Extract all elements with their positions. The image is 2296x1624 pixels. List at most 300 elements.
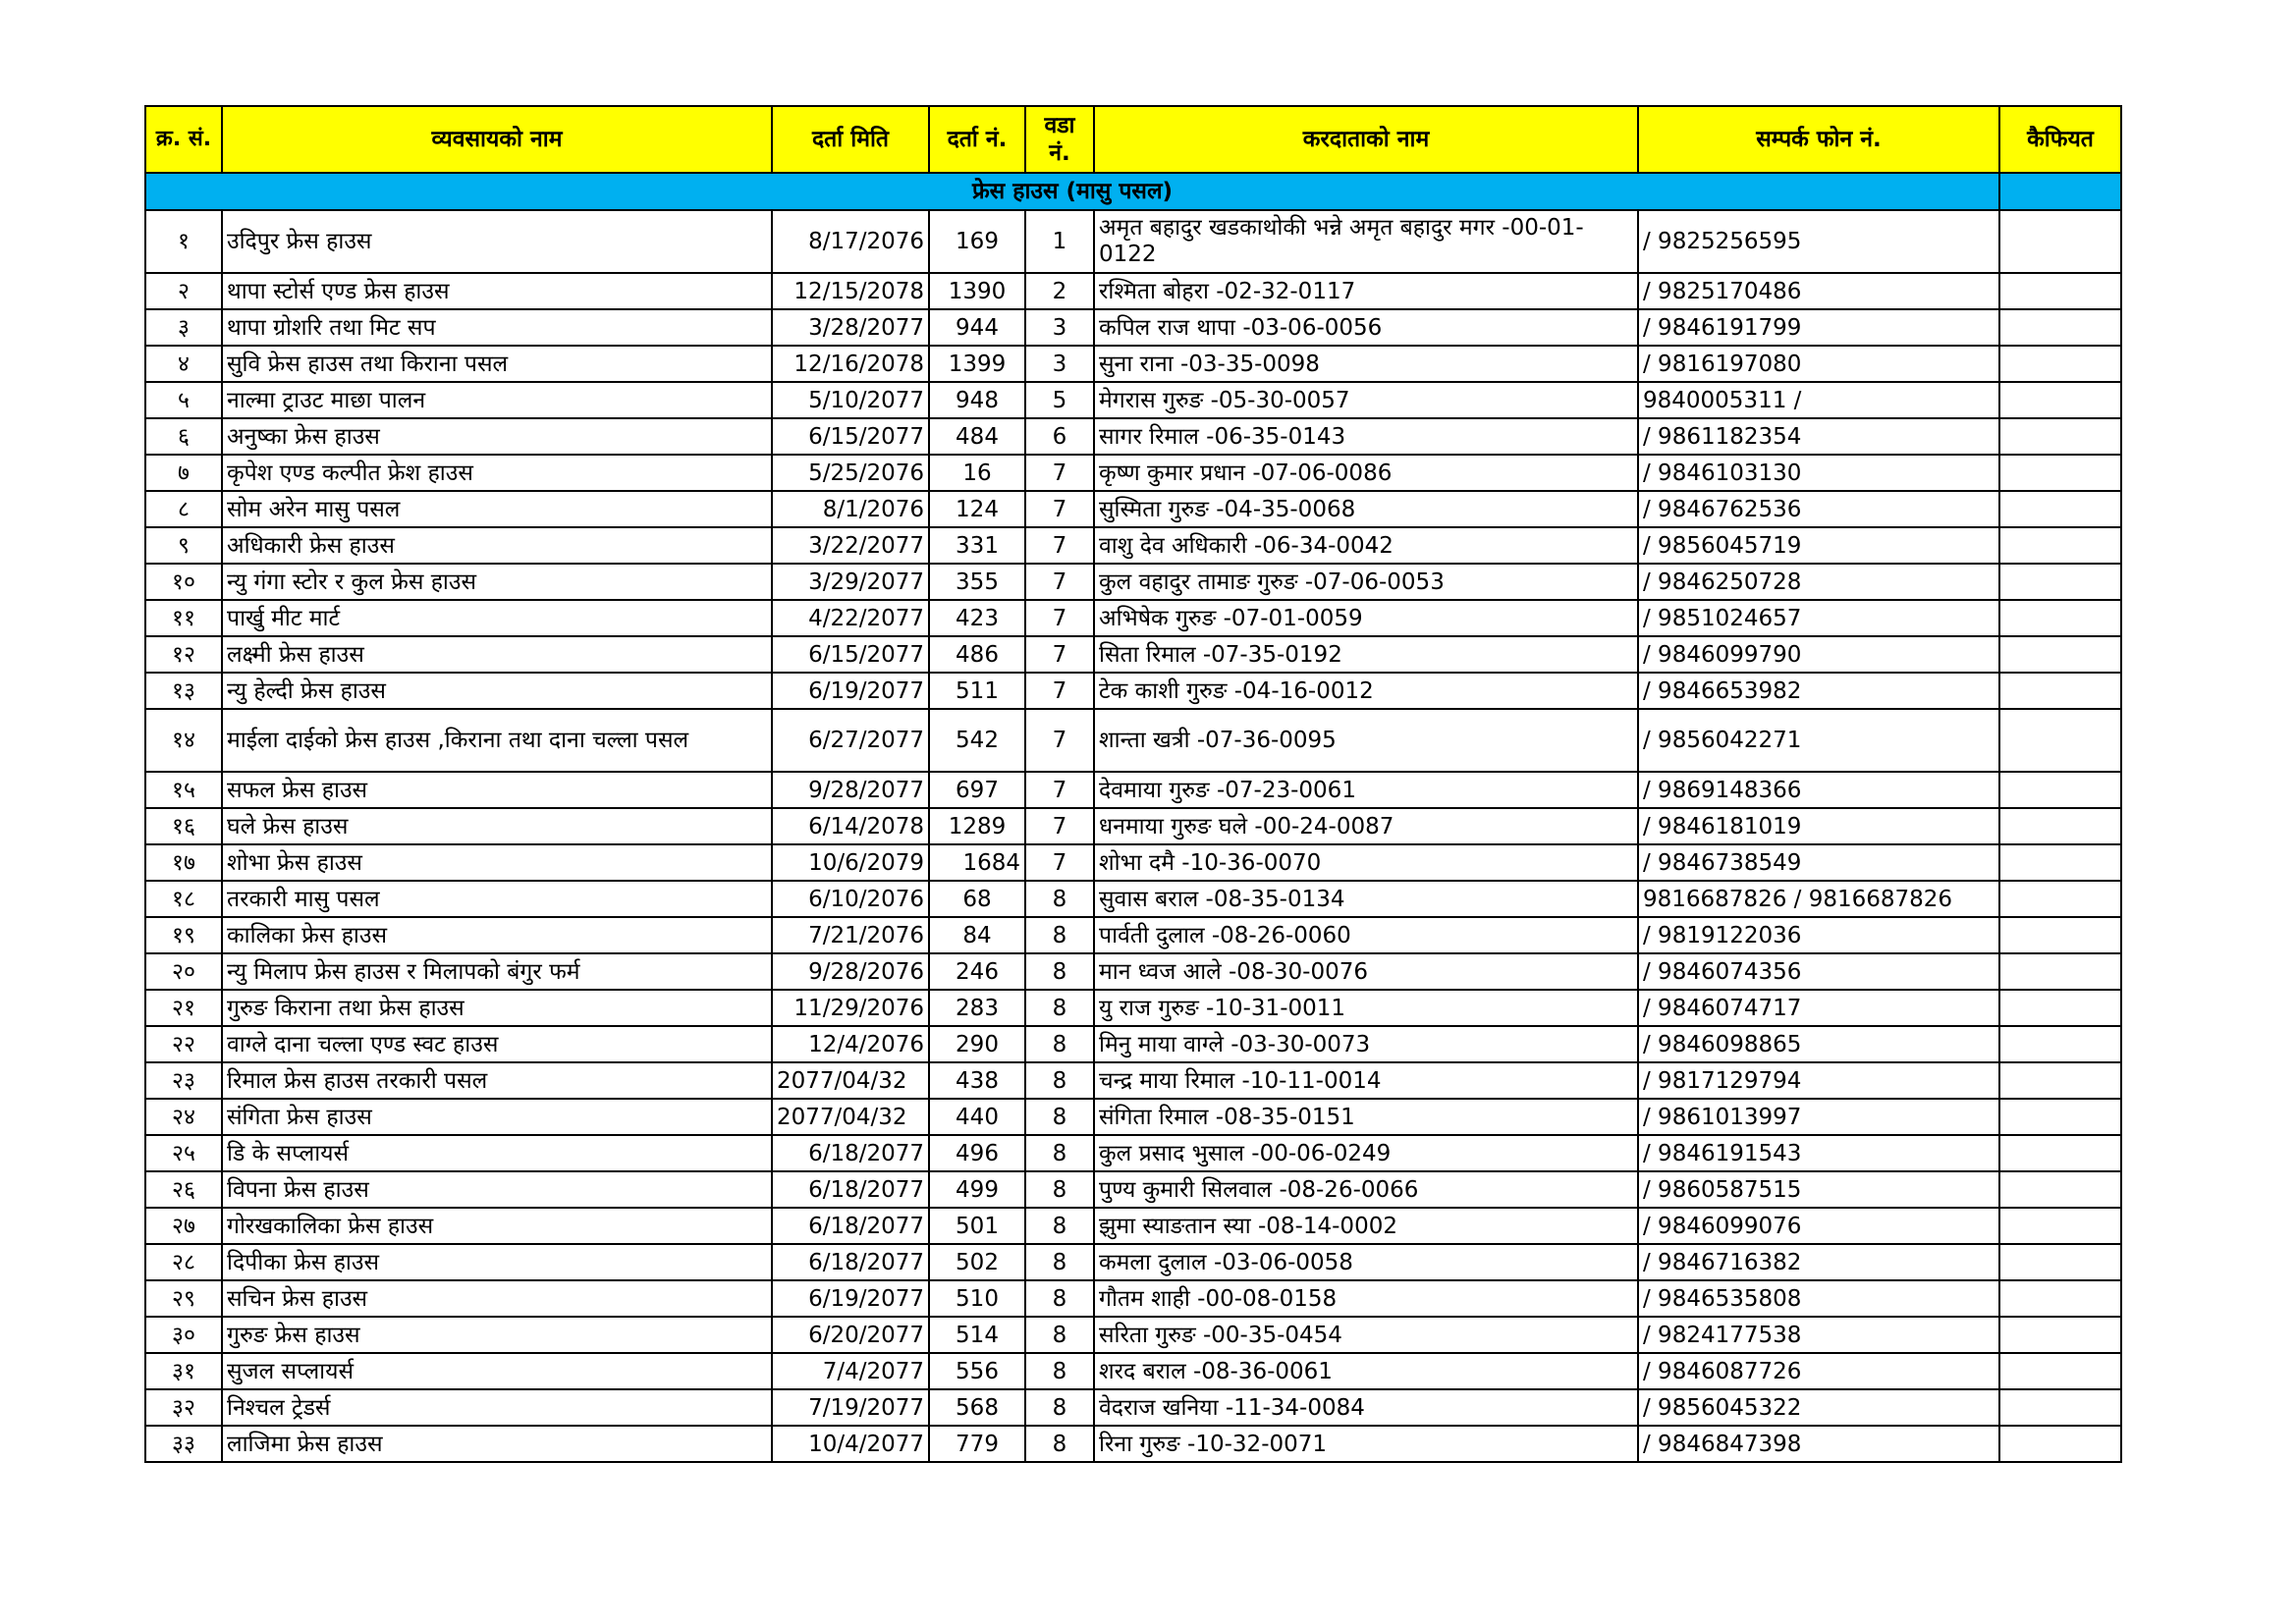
cell-taxpayer-name: संगिता रिमाल -08-35-0151 [1094, 1099, 1638, 1135]
cell-ward-number: 8 [1025, 1062, 1094, 1099]
cell-sn: १३ [145, 673, 222, 709]
cell-contact-phone: / 9846099076 [1638, 1208, 1999, 1244]
cell-ward-number: 7 [1025, 527, 1094, 564]
cell-business-name: घले फ्रेस हाउस [222, 808, 772, 844]
cell-ward-number: 7 [1025, 673, 1094, 709]
section-remarks-cell [1999, 173, 2121, 210]
cell-sn: ३२ [145, 1389, 222, 1426]
cell-taxpayer-name: रिना गुरुङ -10-32-0071 [1094, 1426, 1638, 1462]
header-registration-number: दर्ता नं. [929, 106, 1025, 173]
table-row [145, 1280, 2121, 1317]
cell-contact-phone: / 9816197080 [1638, 346, 1999, 382]
cell-contact-phone: / 9846847398 [1638, 1426, 1999, 1462]
cell-registration-date: 5/25/2076 [772, 455, 929, 491]
cell-business-name: लक्ष्मी फ्रेस हाउस [222, 636, 772, 673]
cell-remarks [1999, 709, 2121, 772]
cell-contact-phone: / 9825170486 [1638, 273, 1999, 309]
cell-registration-number: 779 [929, 1426, 1025, 1462]
cell-remarks [1999, 1208, 2121, 1244]
cell-ward-number: 3 [1025, 346, 1094, 382]
cell-ward-number: 7 [1025, 564, 1094, 600]
cell-registration-number: 556 [929, 1353, 1025, 1389]
cell-sn: १७ [145, 844, 222, 881]
cell-registration-date: 6/27/2077 [772, 709, 929, 772]
cell-business-name: सोम अरेन मासु पसल [222, 491, 772, 527]
cell-remarks [1999, 527, 2121, 564]
cell-contact-phone: / 9824177538 [1638, 1317, 1999, 1353]
cell-ward-number: 7 [1025, 600, 1094, 636]
cell-registration-date: 7/19/2077 [772, 1389, 929, 1426]
cell-registration-date: 4/22/2077 [772, 600, 929, 636]
cell-remarks [1999, 1062, 2121, 1099]
header-contact-phone: सम्पर्क फोन नं. [1638, 106, 1999, 173]
cell-sn: ११ [145, 600, 222, 636]
cell-taxpayer-name: सरिता गुरुङ -00-35-0454 [1094, 1317, 1638, 1353]
cell-registration-date: 8/17/2076 [772, 210, 929, 273]
cell-business-name: गोरखकालिका फ्रेस हाउस [222, 1208, 772, 1244]
cell-business-name: न्यु गंगा स्टोर र कुल फ्रेस हाउस [222, 564, 772, 600]
cell-sn: ३० [145, 1317, 222, 1353]
cell-registration-date: 3/29/2077 [772, 564, 929, 600]
cell-ward-number: 8 [1025, 990, 1094, 1026]
cell-ward-number: 8 [1025, 1171, 1094, 1208]
cell-business-name: डि के सप्लायर्स [222, 1135, 772, 1171]
cell-contact-phone: / 9846087726 [1638, 1353, 1999, 1389]
cell-registration-date: 9/28/2077 [772, 772, 929, 808]
cell-contact-phone: / 9846103130 [1638, 455, 1999, 491]
cell-business-name: संगिता फ्रेस हाउस [222, 1099, 772, 1135]
cell-ward-number: 7 [1025, 455, 1094, 491]
cell-sn: २० [145, 953, 222, 990]
cell-sn: २८ [145, 1244, 222, 1280]
cell-sn: २ [145, 273, 222, 309]
cell-registration-date: 5/10/2077 [772, 382, 929, 418]
cell-contact-phone: / 9860587515 [1638, 1171, 1999, 1208]
cell-contact-phone: / 9825256595 [1638, 210, 1999, 273]
cell-registration-date: 6/18/2077 [772, 1135, 929, 1171]
cell-registration-number: 514 [929, 1317, 1025, 1353]
cell-business-name: सफल फ्रेस हाउस [222, 772, 772, 808]
cell-business-name: उदिपुर फ्रेस हाउस [222, 210, 772, 273]
cell-remarks [1999, 273, 2121, 309]
business-registry-table [144, 105, 2122, 1463]
cell-registration-number: 440 [929, 1099, 1025, 1135]
cell-ward-number: 8 [1025, 1426, 1094, 1462]
table-row [145, 1353, 2121, 1389]
cell-business-name: तरकारी मासु पसल [222, 881, 772, 917]
cell-contact-phone: / 9846762536 [1638, 491, 1999, 527]
cell-registration-number: 438 [929, 1062, 1025, 1099]
cell-registration-number: 511 [929, 673, 1025, 709]
cell-contact-phone: / 9846250728 [1638, 564, 1999, 600]
cell-ward-number: 8 [1025, 1099, 1094, 1135]
cell-taxpayer-name: गौतम शाही -00-08-0158 [1094, 1280, 1638, 1317]
cell-contact-phone: / 9817129794 [1638, 1062, 1999, 1099]
cell-sn: २२ [145, 1026, 222, 1062]
table-row [145, 673, 2121, 709]
cell-business-name: दिपीका फ्रेस हाउस [222, 1244, 772, 1280]
cell-business-name: लाजिमा फ्रेस हाउस [222, 1426, 772, 1462]
table-row [145, 844, 2121, 881]
table-row [145, 382, 2121, 418]
cell-taxpayer-name: मेगरास गुरुङ -05-30-0057 [1094, 382, 1638, 418]
cell-ward-number: 7 [1025, 772, 1094, 808]
cell-contact-phone: / 9856042271 [1638, 709, 1999, 772]
cell-registration-date: 10/6/2079 [772, 844, 929, 881]
cell-registration-number: 16 [929, 455, 1025, 491]
header-taxpayer-name: करदाताको नाम [1094, 106, 1638, 173]
cell-sn: २५ [145, 1135, 222, 1171]
cell-taxpayer-name: झुमा स्याङतान स्या -08-14-0002 [1094, 1208, 1638, 1244]
cell-registration-date: 7/21/2076 [772, 917, 929, 953]
cell-registration-number: 510 [929, 1280, 1025, 1317]
table-row [145, 1099, 2121, 1135]
cell-sn: ३३ [145, 1426, 222, 1462]
cell-sn: ४ [145, 346, 222, 382]
cell-registration-number: 169 [929, 210, 1025, 273]
table-row [145, 953, 2121, 990]
cell-business-name: थापा ग्रोशरि तथा मिट सप [222, 309, 772, 346]
cell-sn: १९ [145, 917, 222, 953]
cell-registration-number: 1684 [929, 844, 1025, 881]
cell-remarks [1999, 990, 2121, 1026]
header-ward-number: वडा नं. [1025, 106, 1094, 173]
cell-remarks [1999, 1099, 2121, 1135]
table-row [145, 808, 2121, 844]
cell-registration-date: 2077/04/32 [772, 1062, 929, 1099]
table-row [145, 1244, 2121, 1280]
cell-business-name: थापा स्टोर्स एण्ड फ्रेस हाउस [222, 273, 772, 309]
table-row [145, 1171, 2121, 1208]
cell-sn: ९ [145, 527, 222, 564]
cell-ward-number: 8 [1025, 917, 1094, 953]
table-row [145, 1135, 2121, 1171]
cell-remarks [1999, 1317, 2121, 1353]
cell-contact-phone: / 9846716382 [1638, 1244, 1999, 1280]
cell-taxpayer-name: मान ध्वज आले -08-30-0076 [1094, 953, 1638, 990]
cell-business-name: निश्चल ट्रेडर्स [222, 1389, 772, 1426]
cell-registration-date: 12/16/2078 [772, 346, 929, 382]
cell-remarks [1999, 346, 2121, 382]
cell-remarks [1999, 564, 2121, 600]
cell-registration-number: 944 [929, 309, 1025, 346]
cell-remarks [1999, 1353, 2121, 1389]
cell-sn: ३ [145, 309, 222, 346]
cell-registration-number: 499 [929, 1171, 1025, 1208]
cell-ward-number: 8 [1025, 1317, 1094, 1353]
cell-business-name: रिमाल फ्रेस हाउस तरकारी पसल [222, 1062, 772, 1099]
cell-ward-number: 8 [1025, 1280, 1094, 1317]
cell-business-name: कालिका फ्रेस हाउस [222, 917, 772, 953]
cell-taxpayer-name: कपिल राज थापा -03-06-0056 [1094, 309, 1638, 346]
table-row [145, 881, 2121, 917]
cell-remarks [1999, 1280, 2121, 1317]
cell-business-name: माईला दाईको फ्रेस हाउस ,किराना तथा दाना चल्ला पसल [222, 709, 772, 772]
cell-registration-date: 7/4/2077 [772, 1353, 929, 1389]
cell-registration-date: 12/4/2076 [772, 1026, 929, 1062]
table-row [145, 1208, 2121, 1244]
cell-taxpayer-name: सुस्मिता गुरुङ -04-35-0068 [1094, 491, 1638, 527]
table-row [145, 1026, 2121, 1062]
cell-contact-phone: / 9851024657 [1638, 600, 1999, 636]
cell-remarks [1999, 600, 2121, 636]
cell-registration-date: 6/20/2077 [772, 1317, 929, 1353]
cell-taxpayer-name: अमृत बहादुर खडकाथोकी भन्ने अमृत बहादुर मगर -00-01-0122 [1094, 210, 1638, 273]
cell-sn: १८ [145, 881, 222, 917]
cell-taxpayer-name: पार्वती दुलाल -08-26-0060 [1094, 917, 1638, 953]
cell-taxpayer-name: शोभा दमै -10-36-0070 [1094, 844, 1638, 881]
cell-contact-phone: / 9819122036 [1638, 917, 1999, 953]
table-row [145, 1317, 2121, 1353]
cell-ward-number: 1 [1025, 210, 1094, 273]
table-row [145, 564, 2121, 600]
cell-remarks [1999, 1135, 2121, 1171]
cell-taxpayer-name: रश्मिता बोहरा -02-32-0117 [1094, 273, 1638, 309]
table-row [145, 1062, 2121, 1099]
cell-remarks [1999, 309, 2121, 346]
cell-business-name: अनुष्का फ्रेस हाउस [222, 418, 772, 455]
cell-sn: ७ [145, 455, 222, 491]
cell-sn: ५ [145, 382, 222, 418]
cell-remarks [1999, 673, 2121, 709]
cell-registration-date: 10/4/2077 [772, 1426, 929, 1462]
cell-taxpayer-name: शरद बराल -08-36-0061 [1094, 1353, 1638, 1389]
cell-registration-date: 6/15/2077 [772, 636, 929, 673]
cell-taxpayer-name: टेक काशी गुरुङ -04-16-0012 [1094, 673, 1638, 709]
cell-remarks [1999, 210, 2121, 273]
cell-contact-phone: / 9846191799 [1638, 309, 1999, 346]
cell-ward-number: 8 [1025, 1026, 1094, 1062]
cell-registration-number: 124 [929, 491, 1025, 527]
table-row [145, 772, 2121, 808]
cell-registration-date: 8/1/2076 [772, 491, 929, 527]
cell-sn: १ [145, 210, 222, 273]
cell-taxpayer-name: वाशु देव अधिकारी -06-34-0042 [1094, 527, 1638, 564]
cell-business-name: अधिकारी फ्रेस हाउस [222, 527, 772, 564]
cell-sn: ६ [145, 418, 222, 455]
cell-business-name: सुजल सप्लायर्स [222, 1353, 772, 1389]
cell-sn: ३१ [145, 1353, 222, 1389]
cell-contact-phone: 9816687826 / 9816687826 [1638, 881, 1999, 917]
table-row [145, 273, 2121, 309]
table-row [145, 491, 2121, 527]
cell-contact-phone: / 9846074356 [1638, 953, 1999, 990]
cell-ward-number: 7 [1025, 636, 1094, 673]
cell-taxpayer-name: कुल वहादुर तामाङ गुरुङ -07-06-0053 [1094, 564, 1638, 600]
cell-registration-date: 12/15/2078 [772, 273, 929, 309]
cell-taxpayer-name: सुना राना -03-35-0098 [1094, 346, 1638, 382]
table-row [145, 917, 2121, 953]
cell-ward-number: 8 [1025, 1353, 1094, 1389]
cell-taxpayer-name: चन्द्र माया रिमाल -10-11-0014 [1094, 1062, 1638, 1099]
table-row [145, 709, 2121, 772]
cell-registration-number: 502 [929, 1244, 1025, 1280]
table-row [145, 346, 2121, 382]
header-remarks: कैफियत [1999, 106, 2121, 173]
cell-registration-date: 6/15/2077 [772, 418, 929, 455]
cell-registration-number: 1399 [929, 346, 1025, 382]
cell-ward-number: 8 [1025, 1389, 1094, 1426]
cell-ward-number: 5 [1025, 382, 1094, 418]
cell-registration-number: 283 [929, 990, 1025, 1026]
cell-registration-number: 697 [929, 772, 1025, 808]
table-row [145, 600, 2121, 636]
table-row [145, 1426, 2121, 1462]
cell-sn: २१ [145, 990, 222, 1026]
cell-remarks [1999, 1244, 2121, 1280]
cell-taxpayer-name: वेदराज खनिया -11-34-0084 [1094, 1389, 1638, 1426]
cell-taxpayer-name: कृष्ण कुमार प्रधान -07-06-0086 [1094, 455, 1638, 491]
cell-remarks [1999, 1389, 2121, 1426]
cell-sn: २३ [145, 1062, 222, 1099]
section-row [145, 173, 2121, 210]
cell-business-name: न्यु मिलाप फ्रेस हाउस र मिलापको बंगुर फर्म [222, 953, 772, 990]
cell-registration-date: 3/28/2077 [772, 309, 929, 346]
cell-contact-phone: / 9846098865 [1638, 1026, 1999, 1062]
cell-remarks [1999, 1426, 2121, 1462]
table-row [145, 1389, 2121, 1426]
cell-remarks [1999, 881, 2121, 917]
cell-sn: २७ [145, 1208, 222, 1244]
cell-business-name: नाल्मा ट्राउट माछा पालन [222, 382, 772, 418]
cell-sn: २४ [145, 1099, 222, 1135]
table-body [145, 173, 2121, 1462]
header-row [145, 106, 2121, 173]
cell-business-name: सचिन फ्रेस हाउस [222, 1280, 772, 1317]
cell-business-name: गुरुङ किराना तथा फ्रेस हाउस [222, 990, 772, 1026]
cell-remarks [1999, 844, 2121, 881]
cell-contact-phone: / 9846191543 [1638, 1135, 1999, 1171]
cell-remarks [1999, 636, 2121, 673]
cell-ward-number: 7 [1025, 808, 1094, 844]
table-row [145, 990, 2121, 1026]
cell-contact-phone: / 9846738549 [1638, 844, 1999, 881]
cell-business-name: पार्खु मीट मार्ट [222, 600, 772, 636]
cell-remarks [1999, 953, 2121, 990]
cell-contact-phone: / 9846181019 [1638, 808, 1999, 844]
cell-registration-date: 6/19/2077 [772, 1280, 929, 1317]
cell-registration-number: 290 [929, 1026, 1025, 1062]
cell-registration-number: 496 [929, 1135, 1025, 1171]
cell-contact-phone: / 9861013997 [1638, 1099, 1999, 1135]
cell-registration-date: 9/28/2076 [772, 953, 929, 990]
cell-taxpayer-name: शान्ता खत्री -07-36-0095 [1094, 709, 1638, 772]
cell-remarks [1999, 491, 2121, 527]
cell-remarks [1999, 382, 2121, 418]
cell-business-name: सुवि फ्रेस हाउस तथा किराना पसल [222, 346, 772, 382]
cell-registration-number: 423 [929, 600, 1025, 636]
cell-ward-number: 8 [1025, 1135, 1094, 1171]
cell-taxpayer-name: धनमाया गुरुङ घले -00-24-0087 [1094, 808, 1638, 844]
cell-registration-date: 6/14/2078 [772, 808, 929, 844]
cell-remarks [1999, 808, 2121, 844]
cell-registration-number: 331 [929, 527, 1025, 564]
cell-registration-date: 6/18/2077 [772, 1208, 929, 1244]
cell-taxpayer-name: सुवास बराल -08-35-0134 [1094, 881, 1638, 917]
cell-registration-date: 6/18/2077 [772, 1244, 929, 1280]
cell-registration-date: 6/10/2076 [772, 881, 929, 917]
cell-taxpayer-name: सिता रिमाल -07-35-0192 [1094, 636, 1638, 673]
cell-ward-number: 8 [1025, 881, 1094, 917]
cell-taxpayer-name: सागर रिमाल -06-35-0143 [1094, 418, 1638, 455]
cell-contact-phone: / 9846535808 [1638, 1280, 1999, 1317]
cell-registration-number: 1390 [929, 273, 1025, 309]
table-row [145, 210, 2121, 273]
header-sn: क्र. सं. [145, 106, 222, 173]
cell-business-name: विपना फ्रेस हाउस [222, 1171, 772, 1208]
cell-ward-number: 8 [1025, 1244, 1094, 1280]
cell-remarks [1999, 772, 2121, 808]
table-row [145, 418, 2121, 455]
cell-ward-number: 2 [1025, 273, 1094, 309]
cell-remarks [1999, 1171, 2121, 1208]
cell-taxpayer-name: पुण्य कुमारी सिलवाल -08-26-0066 [1094, 1171, 1638, 1208]
cell-business-name: शोभा फ्रेस हाउस [222, 844, 772, 881]
cell-ward-number: 6 [1025, 418, 1094, 455]
table-row [145, 527, 2121, 564]
cell-remarks [1999, 1026, 2121, 1062]
cell-registration-number: 948 [929, 382, 1025, 418]
section-title: फ्रेस हाउस (मासु पसल) [145, 173, 1999, 210]
cell-sn: ८ [145, 491, 222, 527]
table-row [145, 455, 2121, 491]
cell-registration-date: 11/29/2076 [772, 990, 929, 1026]
cell-ward-number: 8 [1025, 1208, 1094, 1244]
cell-registration-date: 6/19/2077 [772, 673, 929, 709]
cell-ward-number: 7 [1025, 709, 1094, 772]
cell-contact-phone: / 9846653982 [1638, 673, 1999, 709]
cell-ward-number: 8 [1025, 953, 1094, 990]
cell-registration-number: 355 [929, 564, 1025, 600]
cell-ward-number: 7 [1025, 491, 1094, 527]
cell-sn: १२ [145, 636, 222, 673]
cell-sn: १४ [145, 709, 222, 772]
table-row [145, 309, 2121, 346]
cell-registration-number: 1289 [929, 808, 1025, 844]
cell-registration-number: 486 [929, 636, 1025, 673]
cell-taxpayer-name: कमला दुलाल -03-06-0058 [1094, 1244, 1638, 1280]
cell-registration-number: 84 [929, 917, 1025, 953]
cell-registration-number: 501 [929, 1208, 1025, 1244]
cell-registration-date: 6/18/2077 [772, 1171, 929, 1208]
cell-contact-phone: / 9846074717 [1638, 990, 1999, 1026]
header-business-name: व्यवसायको नाम [222, 106, 772, 173]
cell-business-name: वाग्ले दाना चल्ला एण्ड स्वट हाउस [222, 1026, 772, 1062]
cell-business-name: गुरुङ फ्रेस हाउस [222, 1317, 772, 1353]
cell-sn: १० [145, 564, 222, 600]
cell-registration-number: 568 [929, 1389, 1025, 1426]
cell-registration-number: 68 [929, 881, 1025, 917]
cell-ward-number: 3 [1025, 309, 1094, 346]
cell-sn: २६ [145, 1171, 222, 1208]
cell-taxpayer-name: यु राज गुरुङ -10-31-0011 [1094, 990, 1638, 1026]
cell-registration-date: 2077/04/32 [772, 1099, 929, 1135]
cell-registration-number: 246 [929, 953, 1025, 990]
cell-remarks [1999, 455, 2121, 491]
cell-registration-number: 484 [929, 418, 1025, 455]
cell-contact-phone: / 9861182354 [1638, 418, 1999, 455]
cell-contact-phone: / 9856045322 [1638, 1389, 1999, 1426]
cell-taxpayer-name: मिनु माया वाग्ले -03-30-0073 [1094, 1026, 1638, 1062]
cell-contact-phone: / 9846099790 [1638, 636, 1999, 673]
cell-business-name: कृपेश एण्ड कल्पीत फ्रेश हाउस [222, 455, 772, 491]
header-registration-date: दर्ता मिति [772, 106, 929, 173]
cell-sn: १६ [145, 808, 222, 844]
cell-business-name: न्यु हेल्दी फ्रेस हाउस [222, 673, 772, 709]
cell-contact-phone: 9840005311 / [1638, 382, 1999, 418]
cell-contact-phone: / 9869148366 [1638, 772, 1999, 808]
cell-contact-phone: / 9856045719 [1638, 527, 1999, 564]
